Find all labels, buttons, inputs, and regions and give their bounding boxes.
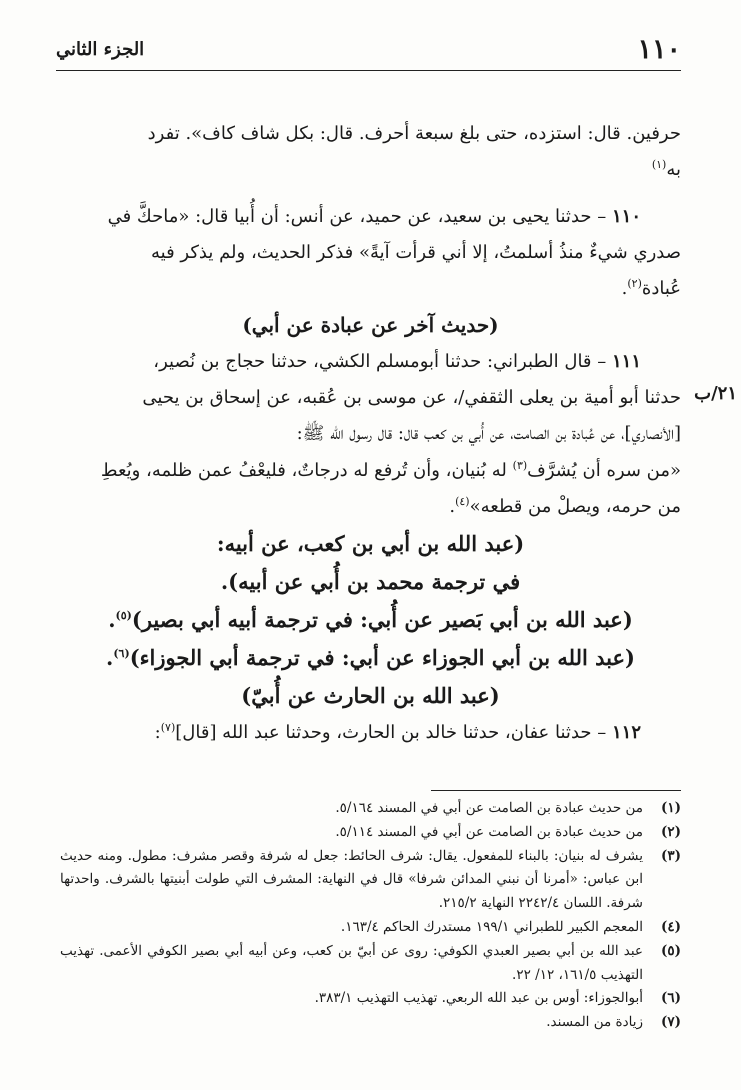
footnote-ref: (٣) [512,458,528,472]
text-line: «من سره أن يُشرَّف$^{(٣)}$ له بُنيان، وأن تُرفع له درجاتٌ، فليعْفُ عمن ظلمه، ويُعطِ [100,458,681,481]
footnote-text: المعجم الكبير للطبراني ١٩٩/١ مستدرك الحاكم ١٦٣/٤. [340,918,643,935]
text-line: [الأنصاري]، عن عُبادة بن الصامت، عن أُبي بن كعب قال: قال رسول الله ﷺ: [296,423,681,445]
footnote-text: عبد الله بن أبي بصير العبدي الكوفي: روى عن أبيّ بن كعب، وعن أبيه أبي بصير الكوفي الأعمى. تهذيب التهذيب ١٦١/٥، ١٢/ ٢٢. [60,942,643,983]
section-heading: (عبد الله بن أبي الجوزاء عن أبي: في ترجمة أبي الجوزاء)$^{(٦)}$. [106,645,635,671]
footnote-ref: (٦) [113,647,130,661]
footnote-number: (٤) [660,918,681,935]
text-line: حدثنا أبو أمية بن يعلى الثقفي/، عن موسى بن عُقبه، عن إسحاق بن يحيى [142,387,681,409]
footnote-number: (٢) [660,823,681,840]
hadith-110: ١١٠ – حدثنا يحيى بن سعيد، عن حميد، عن أنس: أن أُبيا قال: «ماحكَّ في [107,205,641,227]
footnote-ref: (٤) [455,494,470,508]
footnote-number: (٥) [660,942,681,959]
footnote-ref: (١) [651,158,667,172]
header-rule [56,70,681,71]
footnote [60,797,681,821]
footnote-ref: (٧) [160,721,176,735]
footnote-text: يشرف له بنيان: بالبناء للمفعول. يقال: شرف الحائط: جعل له شرفة وقصر مشرف: مطول. ومنه حديث ابن عباس: «أمرنا أن نبني المدائن شرفا» قال في النهاية: المشرف التي طولت أبنيتها بالشرف. واحدتها شرفة. اللسان ٢٢٤٢/٤ النهاية ٢١٥/٢. [60,847,643,912]
text-line: من حرمه، ويصلْ من قطعه»$^{(٤)}$. [449,494,681,517]
footnote-text: من حديث عبادة بن الصامت عن أبي في المسند ٥/١١٤. [335,823,643,840]
footnote [60,1011,681,1035]
footnote-number: (٧) [660,1014,681,1031]
text-line: به$^{(١)}$ [651,158,681,181]
hadith-number: ١١٢ [611,722,641,744]
footnote-ref: (٥) [115,609,132,623]
footnote [60,845,681,916]
section-heading: في ترجمة محمد بن أُبي عن أبيه). [220,569,521,595]
text-line: حرفين. قال: استزده، حتى بلغ سبعة أحرف. قال: بكل شاف كاف». تفرد [147,123,681,144]
section-heading: (حديث آخر عن عبادة عن أبي) [242,313,499,338]
running-header [56,32,681,66]
footnote-text: زيادة من المسند. [546,1014,643,1031]
footnotes [60,797,681,1035]
text-line: صدري شيءٌ منذُ أسلمتُ، إلا أني قرأت آيةً» فذكر الحديث، ولم يذكر فيه [150,241,681,263]
page-number: ١١٠ [637,33,681,65]
footnote [60,987,681,1011]
hadith-111: ١١١ – قال الطبراني: حدثنا أبومسلم الكشي، حدثنا حجاج بن نُصير، [153,350,641,372]
main-text [60,116,681,752]
footnote-text: من حديث عبادة بن الصامت عن أبي في المسند ٥/١٦٤. [335,800,643,816]
footnote-number: (٦) [660,990,681,1007]
footnote-ref: (٢) [627,277,642,291]
section-heading: (عبد الله بن أبي بن كعب، عن أبيه: [216,531,525,557]
margin-folio-note: ٢١/ب [694,383,737,404]
section-heading: (عبد الله بن الحارث عن أُبيّ) [241,683,500,709]
footnote-number: (١) [660,800,681,816]
text-line: عُبادة$^{(٢)}$. [621,277,681,300]
footnote-text: أبوالجوزاء: أوس بن عبد الله الربعي. تهذيب التهذيب ٣٨٣/١. [314,990,643,1007]
footnote-number: (٣) [660,847,681,864]
section-heading: (عبد الله بن أبي بَصير عن أُبي: في ترجمة أبيه أبي بصير)$^{(٥)}$. [108,607,633,633]
footnote [60,940,681,988]
hadith-number: ١١١ [611,350,641,372]
hadith-number: ١١٠ [611,205,641,227]
footnote [60,821,681,845]
footnote-rule [431,790,681,791]
part-title: الجزء الثاني [56,38,145,60]
hadith-112: ١١٢ – حدثنا عفان، حدثنا خالد بن الحارث، وحدثنا عبد الله [قال]$^{(٧)}$: [154,721,641,744]
footnote [60,916,681,940]
